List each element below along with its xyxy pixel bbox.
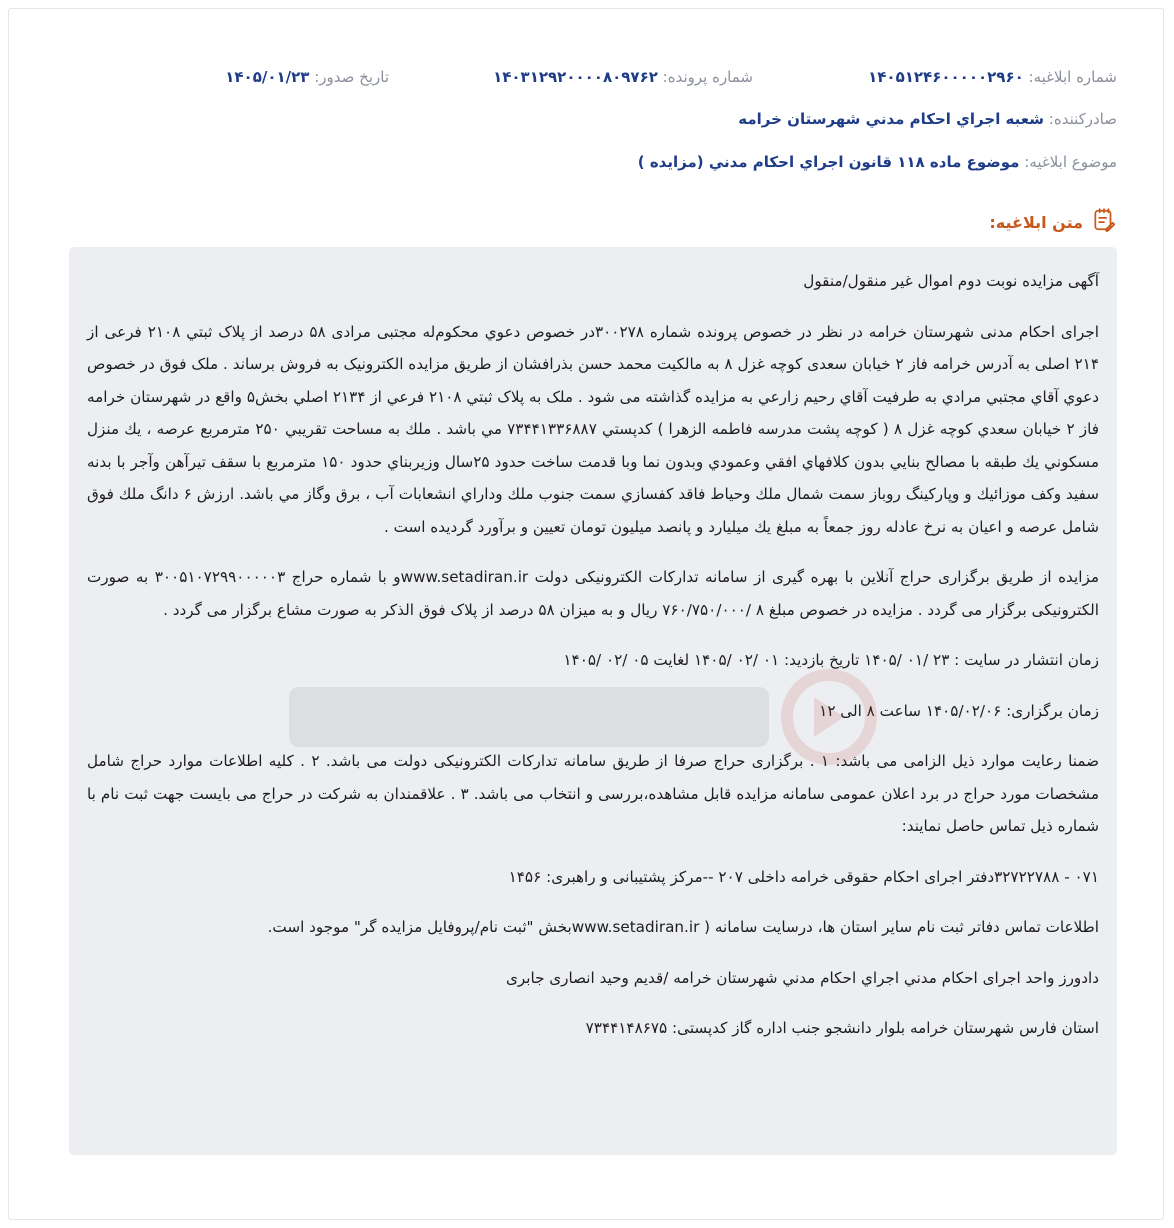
notice-paragraph-auction: مزایده از طریق برگزاری حراج آنلاین با بهره گیری از سامانه تدارکات الکترونیکی دولت www.setadiran.irو با شماره حراج ۳۰۰۵۱۰۷۲۹۹۰۰۰۰۰۳ به صورت الکترونیکی برگزار می گردد . مزایده در خصوص مبلغ ۸ /۷۶۰/۷۵۰/۰۰۰ ریال و به میزان ۵۸ درصد از پلاک فوق الذکر به صورت مشاع برگزار می گردد . bbox=[87, 568, 1099, 619]
notice-publish-dates: زمان انتشار در سایت : ۲۳ /۰۱ /۱۴۰۵ تاریخ بازدید: ۰۱ /۰۲ /۱۴۰۵ لغایت ۰۵ /۰۲ /۱۴۰۵ bbox=[563, 651, 1099, 669]
notice-paragraph-property: اجرای احکام مدنی شهرستان خرامه در نظر در خصوص پرونده شماره ۳۰۰۲۷۸در خصوص دعوي محکوم‌له مجتبی مرادی ۵۸ درصد از پلاک ثبتي ۲۱۰۸ فرعی از ۲۱۴ اصلی به آدرس خرامه فاز ۲ خیابان سعدی کوچه غزل ۸ به مالکیت محمد حسن بذرافشان از طریق مزایده الکترونیک به فروش برساند . ملک فوق در خصوص دعوي آقاي مجتبي مرادي به طرفيت آقاي رحيم زارعي به مزايده گذاشته می شود . ملک به پلاک ثبتي ۲۱۰۸ فرعي از ۲۱۳۴ اصلي بخش۵ واقع در شهرستان خرامه فاز ۲ خيابان سعدي كوچه غزل ۸ ( كوچه پشت مدرسه فاطمه الزهرا ) كدپستي ۷۳۴۴۱۳۳۶۸۸۷ مي باشد . ملك به مساحت تقريبي ۲۵۰ مترمربع عرصه ، يك منزل مسكوني يك طبقه با مصالح بنايي بدون كلافهاي افقي وعمودي وبدون نما وبا قدمت ساخت حدود ۲۵سال وزيربناي حدود ۱۵۰ مترمربع با سقف تيرآهن وآجر با بدنه سفيد وكف موزائيك و وپاركينگ روباز سمت شمال ملك وحياط فاقد كفسازي سمت جنوب ملك وداراي انشعابات آب ، برق وگاز مي باشد. ارزش ۶ دانگ ملك فوق شامل عرصه و اعيان به نرخ عادله روز جمعاً به مبلغ يك ميليارد و پانصد ميليون تومان تعيين و برآورد گرديده است . bbox=[87, 322, 1100, 536]
case-number-label: شماره پرونده: bbox=[662, 68, 753, 86]
issuer-label: صادرکننده: bbox=[1048, 110, 1117, 128]
notice-text-heading bbox=[989, 207, 1117, 237]
case-number-field bbox=[493, 63, 753, 91]
case-number: ۱۴۰۳۱۲۹۲۰۰۰۰۸۰۹۷۶۲ bbox=[493, 68, 658, 86]
notice-card bbox=[8, 8, 1164, 1220]
notice-requirements: ضمنا رعایت موارد ذیل الزامی می باشد: ۱ . برگزاری حراج صرفا از طریق سامانه تدارکات الکترونیکی دولت می باشد. ۲ . کلیه اطلاعات موارد حراج شامل مشخصات مورد حراج در برد اعلان عمومی سامانه مزایده قابل مشاهده،بررسی و انتخاب می باشد. ۳ . علاقمندان به شرکت در حراج می بایست جهت ثبت نام با شماره ذیل تماس حاصل نمایند: bbox=[87, 752, 1100, 835]
subject-value: موضوع ماده ۱۱۸ قانون اجراي احكام مدني (مزايده ) bbox=[637, 153, 1020, 171]
subject-row bbox=[49, 148, 1117, 176]
issue-date-field bbox=[225, 63, 389, 91]
notice-contact-phone: ۰۷۱ - ۳۲۷۲۲۷۸۸دفتر اجرای احکام حقوقی خرامه داخلی ۲۰۷ --مرکز پشتیبانی و راهبری: ۱۴۵۶ bbox=[508, 867, 1099, 886]
notice-number: ۱۴۰۵۱۲۴۶۰۰۰۰۰۲۹۶۰ bbox=[868, 68, 1024, 86]
issue-date-label: تاریخ صدور: bbox=[314, 68, 389, 86]
notice-auction-time: زمان برگزاری: ۱۴۰۵/۰۲/۰۶ ساعت ۸ الی ۱۲ bbox=[819, 701, 1099, 720]
notice-text-title: متن ابلاغیه: bbox=[989, 212, 1083, 232]
notice-number-label: شماره ابلاغیه: bbox=[1028, 68, 1117, 86]
issuer-row bbox=[49, 105, 1117, 133]
notice-body bbox=[69, 247, 1117, 1155]
notice-number-field bbox=[868, 63, 1117, 91]
notice-officer: دادورز واحد اجرای احکام مدني اجراي احكام مدني شهرستان خرامه /قدیم وحید انصاری جابری bbox=[505, 968, 1099, 987]
document-text-icon bbox=[1091, 207, 1117, 237]
issuer-value: شعبه اجراي احكام مدني شهرستان خرامه bbox=[738, 110, 1044, 128]
notice-contact-offices: اطلاعات تماس دفاتر ثبت نام سایر استان ها، درسایت سامانه ( www.setadiran.irبخش "ثبت نام/پروفایل مزایده گر" موجود است. bbox=[267, 918, 1099, 936]
subject-label: موضوع ابلاغیه: bbox=[1024, 153, 1117, 171]
notice-heading-line: آگهی مزایده نوبت دوم اموال غیر منقول/منقول bbox=[803, 272, 1099, 290]
meta-row-numbers bbox=[49, 63, 1117, 91]
notice-address: استان فارس شهرستان خرامه بلوار دانشجو جنب اداره گاز کدپستی: ۷۳۴۴۱۴۸۶۷۵ bbox=[585, 1019, 1099, 1037]
issue-date: ۱۴۰۵/۰۱/۲۳ bbox=[225, 68, 310, 86]
